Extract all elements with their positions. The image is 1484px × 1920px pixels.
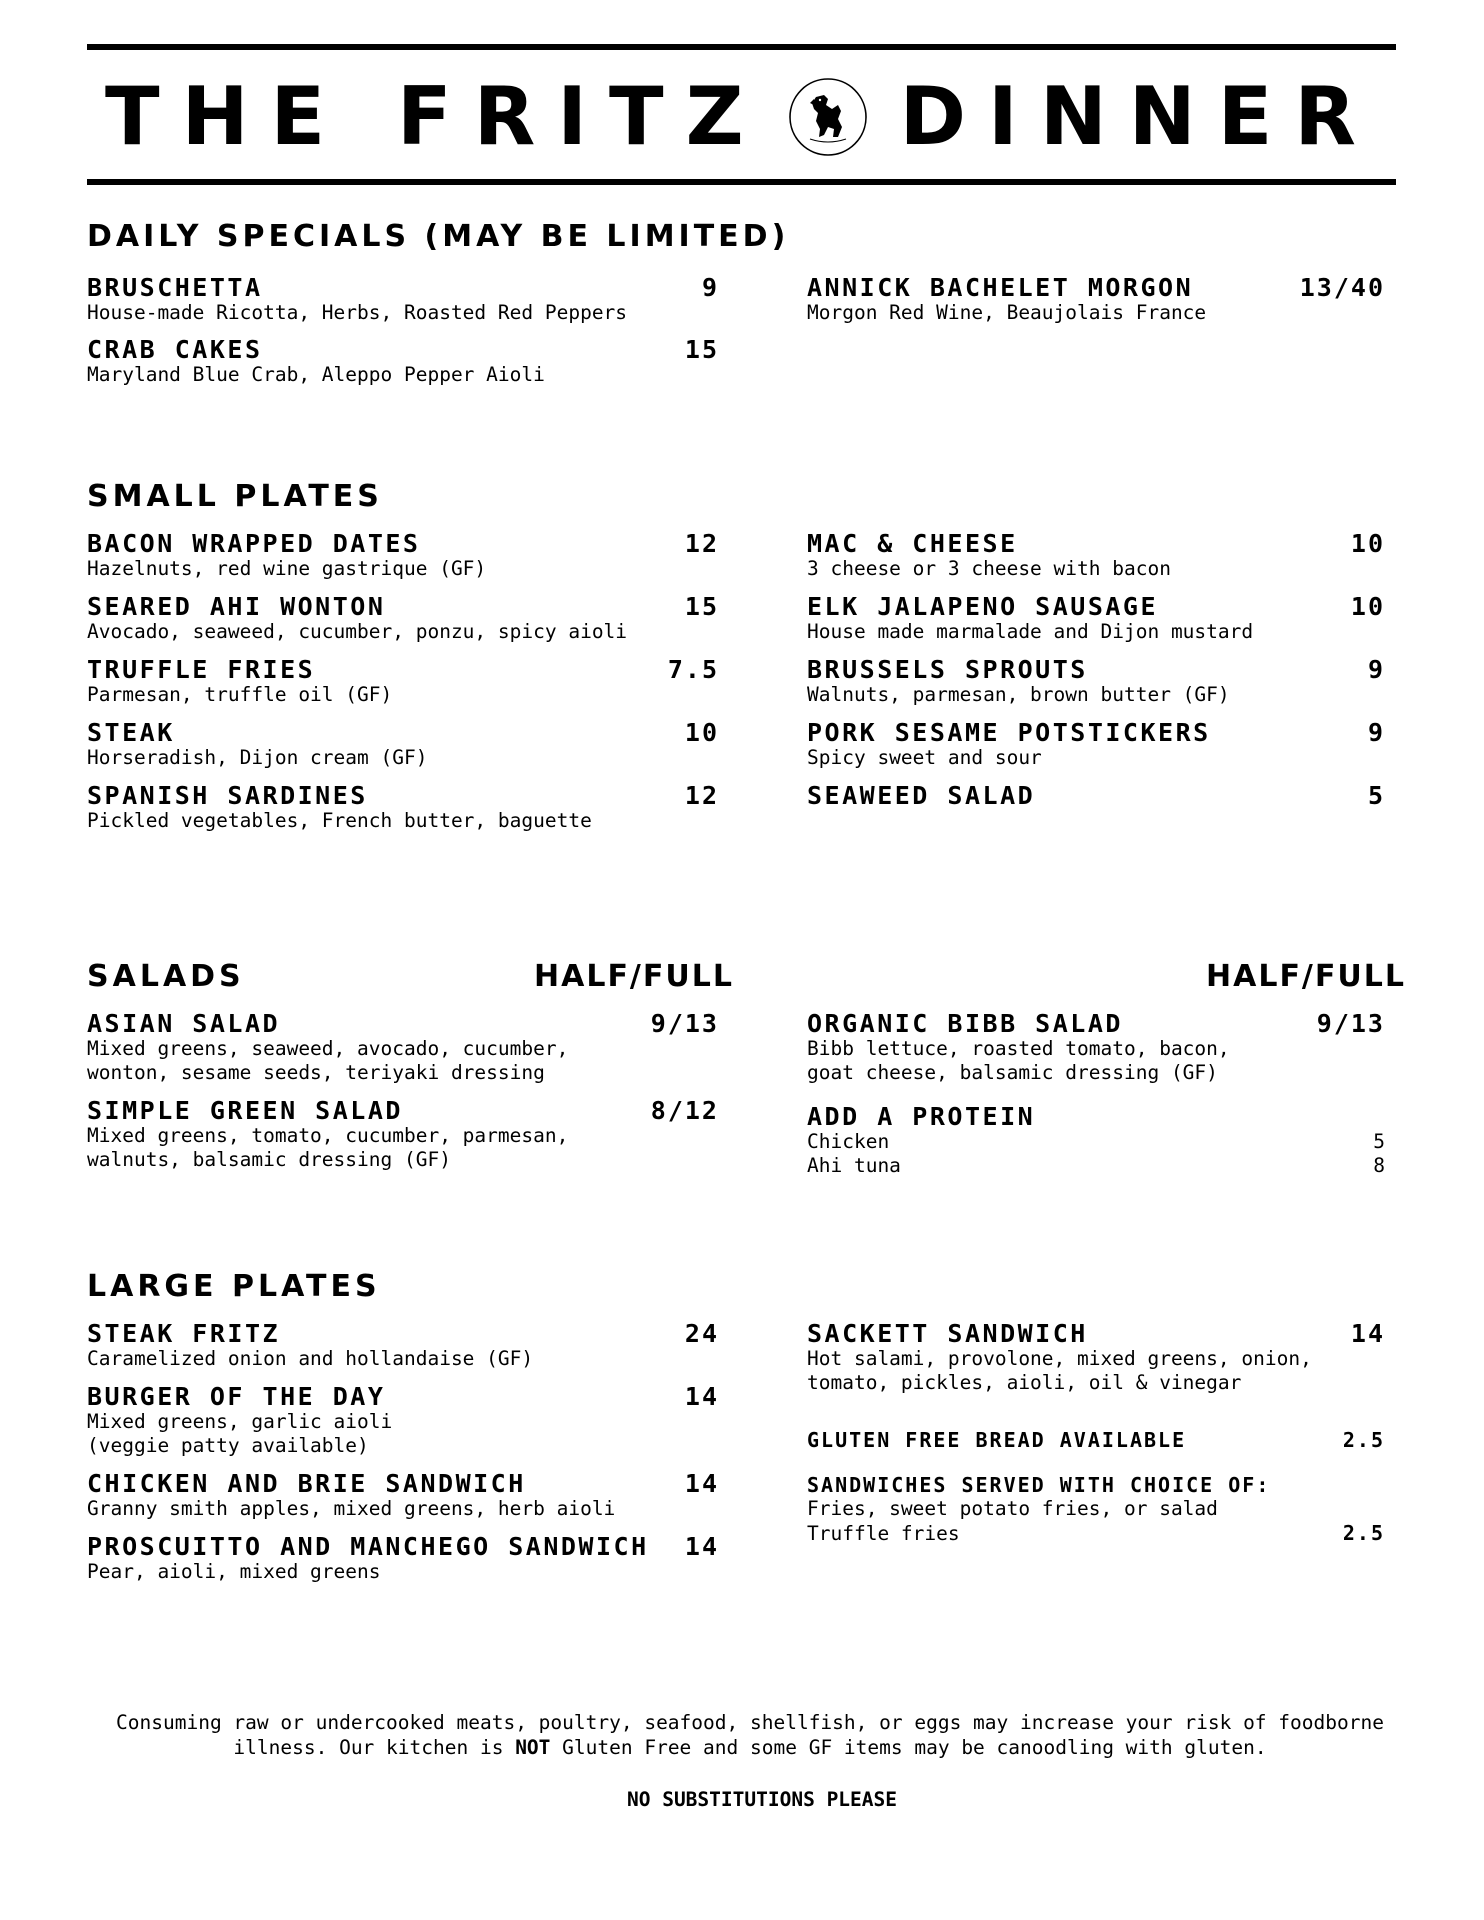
item-description: Mixed greens, tomato, cucumber, parmesan, bbox=[87, 1124, 569, 1147]
half-full-label: HALF/FULL bbox=[1206, 959, 1406, 994]
item-name: SEAWEED SALAD bbox=[807, 781, 1036, 810]
item-description: Mixed greens, garlic aioli bbox=[87, 1410, 393, 1433]
item-name: ASIAN SALAD bbox=[87, 1009, 281, 1038]
item-description: Horseradish, Dijon cream (GF) bbox=[87, 746, 428, 769]
item-name: CHICKEN AND BRIE SANDWICH bbox=[87, 1469, 526, 1498]
disclaimer-line-1: Consuming raw or undercooked meats, poultry, seafood, shellfish, or eggs may increase your risk of foodborne bbox=[116, 1711, 1384, 1734]
item-price: 5 bbox=[1367, 781, 1385, 810]
item-description: Spicy sweet and sour bbox=[807, 746, 1042, 769]
item-price: 10 bbox=[1350, 592, 1385, 621]
gluten-free-label: GLUTEN FREE BREAD AVAILABLE bbox=[807, 1428, 1187, 1452]
item-price: 9/13 bbox=[650, 1009, 719, 1038]
add-protein-title: ADD A PROTEIN bbox=[807, 1102, 1036, 1131]
item-description: Pear, aioli, mixed greens bbox=[87, 1560, 381, 1583]
protein-price: 8 bbox=[1373, 1154, 1385, 1177]
menu-item bbox=[87, 1533, 719, 1584]
item-description: Hot salami, provolone, mixed greens, onion, bbox=[807, 1347, 1312, 1370]
truffle-fries-upgrade: Truffle fries bbox=[807, 1522, 960, 1545]
menu-item bbox=[807, 530, 1385, 581]
item-price: 13/40 bbox=[1299, 273, 1385, 302]
item-name: ANNICK BACHELET MORGON bbox=[807, 273, 1194, 302]
item-name: SIMPLE GREEN SALAD bbox=[87, 1096, 403, 1125]
item-description: Avocado, seaweed, cucumber, ponzu, spicy aioli bbox=[87, 620, 628, 643]
item-description: Maryland Blue Crab, Aleppo Pepper Aioli bbox=[87, 363, 545, 386]
menu-item bbox=[87, 336, 719, 387]
item-price: 12 bbox=[684, 529, 719, 558]
menu-item bbox=[807, 1320, 1385, 1395]
item-name: SPANISH SARDINES bbox=[87, 781, 368, 810]
item-price: 9 bbox=[701, 273, 719, 302]
item-description: walnuts, balsamic dressing (GF) bbox=[87, 1148, 451, 1171]
item-name: ORGANIC BIBB SALAD bbox=[807, 1009, 1123, 1038]
item-name: STEAK bbox=[87, 718, 175, 747]
item-price: 14 bbox=[684, 1382, 719, 1411]
item-name: PROSCUITTO AND MANCHEGO SANDWICH bbox=[87, 1532, 649, 1561]
item-description: Pickled vegetables, French butter, baguette bbox=[87, 809, 592, 832]
large-plates-title: LARGE PLATES bbox=[87, 1269, 381, 1304]
item-description: House made marmalade and Dijon mustard bbox=[807, 620, 1254, 643]
salads-title: SALADS bbox=[87, 959, 245, 994]
disclaimer-text: Gluten Free and some GF items may be canoodling with gluten. bbox=[550, 1736, 1267, 1759]
sandwich-sides bbox=[807, 1473, 1385, 1546]
menu-item bbox=[87, 1320, 719, 1371]
no-substitutions-note: NO SUBSTITUTIONS PLEASE bbox=[626, 1788, 898, 1811]
item-name: BRUSCHETTA bbox=[87, 273, 263, 302]
menu-item bbox=[87, 274, 719, 325]
item-name: STEAK FRITZ bbox=[87, 1319, 281, 1348]
daily-specials-title: DAILY SPECIALS (MAY BE LIMITED) bbox=[87, 219, 790, 254]
title-left: THE FRITZ bbox=[105, 70, 766, 163]
item-description: Mixed greens, seaweed, avocado, cucumber, bbox=[87, 1037, 569, 1060]
item-price: 9/13 bbox=[1316, 1009, 1385, 1038]
menu-item bbox=[87, 1383, 719, 1458]
menu-item bbox=[87, 719, 719, 770]
item-price: 10 bbox=[1350, 529, 1385, 558]
item-price: 8/12 bbox=[650, 1096, 719, 1125]
menu-item bbox=[807, 719, 1385, 770]
item-description: 3 cheese or 3 cheese with bacon bbox=[807, 557, 1171, 580]
item-name: SACKETT SANDWICH bbox=[807, 1319, 1088, 1348]
item-price: 14 bbox=[684, 1532, 719, 1561]
menu-item bbox=[87, 593, 719, 644]
gluten-free-bread bbox=[807, 1428, 1385, 1452]
add-protein bbox=[807, 1103, 1385, 1178]
item-description: tomato, pickles, aioli, oil & vinegar bbox=[807, 1371, 1242, 1394]
disclaimer-line-2 bbox=[100, 1735, 1400, 1760]
bottom-rule bbox=[87, 179, 1396, 185]
protein-price: 5 bbox=[1373, 1130, 1385, 1153]
menu-item bbox=[87, 782, 719, 833]
item-description: Parmesan, truffle oil (GF) bbox=[87, 683, 393, 706]
item-name: BURGER OF THE DAY bbox=[87, 1382, 386, 1411]
item-price: 9 bbox=[1367, 655, 1385, 684]
half-full-label: HALF/FULL bbox=[534, 959, 734, 994]
menu-item bbox=[807, 593, 1385, 644]
disclaimer-text: illness. Our kitchen is bbox=[233, 1736, 516, 1759]
menu-item bbox=[807, 274, 1385, 325]
title-right: DINNER bbox=[899, 70, 1378, 163]
item-price: 24 bbox=[684, 1319, 719, 1348]
dog-logo-icon bbox=[786, 75, 870, 159]
menu-item bbox=[87, 1010, 719, 1085]
top-rule bbox=[87, 44, 1396, 50]
menu-item bbox=[87, 1097, 719, 1172]
item-description: Bibb lettuce, roasted tomato, bacon, bbox=[807, 1037, 1230, 1060]
item-price: 14 bbox=[1350, 1319, 1385, 1348]
protein-name: Ahi tuna bbox=[807, 1154, 901, 1177]
sandwich-sides-options: Fries, sweet potato fries, or salad bbox=[807, 1497, 1218, 1520]
gluten-free-price: 2.5 bbox=[1342, 1428, 1385, 1452]
item-description: Caramelized onion and hollandaise (GF) bbox=[87, 1347, 534, 1370]
menu-item bbox=[87, 656, 719, 707]
menu-item bbox=[87, 1470, 719, 1521]
item-name: BACON WRAPPED DATES bbox=[87, 529, 421, 558]
item-name: CRAB CAKES bbox=[87, 335, 263, 364]
item-name: SEARED AHI WONTON bbox=[87, 592, 386, 621]
item-name: TRUFFLE FRIES bbox=[87, 655, 316, 684]
menu-header bbox=[87, 70, 1396, 164]
menu-item bbox=[87, 530, 719, 581]
item-description: Walnuts, parmesan, brown butter (GF) bbox=[807, 683, 1230, 706]
allergy-disclaimer bbox=[100, 1710, 1400, 1760]
item-price: 15 bbox=[684, 592, 719, 621]
item-description: House-made Ricotta, Herbs, Roasted Red Peppers bbox=[87, 301, 628, 324]
small-plates-title: SMALL PLATES bbox=[87, 479, 383, 514]
menu-item bbox=[807, 656, 1385, 707]
menu-item bbox=[807, 1010, 1385, 1085]
menu-item bbox=[807, 782, 1385, 809]
item-description: Granny smith apples, mixed greens, herb aioli bbox=[87, 1497, 616, 1520]
item-price: 15 bbox=[684, 335, 719, 364]
protein-name: Chicken bbox=[807, 1130, 890, 1153]
sandwich-sides-label: SANDWICHES SERVED WITH CHOICE OF: bbox=[807, 1473, 1271, 1497]
item-description: wonton, sesame seeds, teriyaki dressing bbox=[87, 1061, 545, 1084]
disclaimer-emphasis: NOT bbox=[515, 1736, 551, 1759]
item-price: 9 bbox=[1367, 718, 1385, 747]
item-name: PORK SESAME POTSTICKERS bbox=[807, 718, 1211, 747]
truffle-fries-price: 2.5 bbox=[1342, 1521, 1385, 1545]
item-description: (veggie patty available) bbox=[87, 1434, 369, 1457]
item-price: 10 bbox=[684, 718, 719, 747]
item-name: BRUSSELS SPROUTS bbox=[807, 655, 1088, 684]
item-name: ELK JALAPENO SAUSAGE bbox=[807, 592, 1159, 621]
item-price: 14 bbox=[684, 1469, 719, 1498]
item-description: Morgon Red Wine, Beaujolais France bbox=[807, 301, 1207, 324]
item-price: 7.5 bbox=[667, 655, 719, 684]
item-price: 12 bbox=[684, 781, 719, 810]
item-description: Hazelnuts, red wine gastrique (GF) bbox=[87, 557, 487, 580]
item-description: goat cheese, balsamic dressing (GF) bbox=[807, 1061, 1218, 1084]
item-name: MAC & CHEESE bbox=[807, 529, 1018, 558]
